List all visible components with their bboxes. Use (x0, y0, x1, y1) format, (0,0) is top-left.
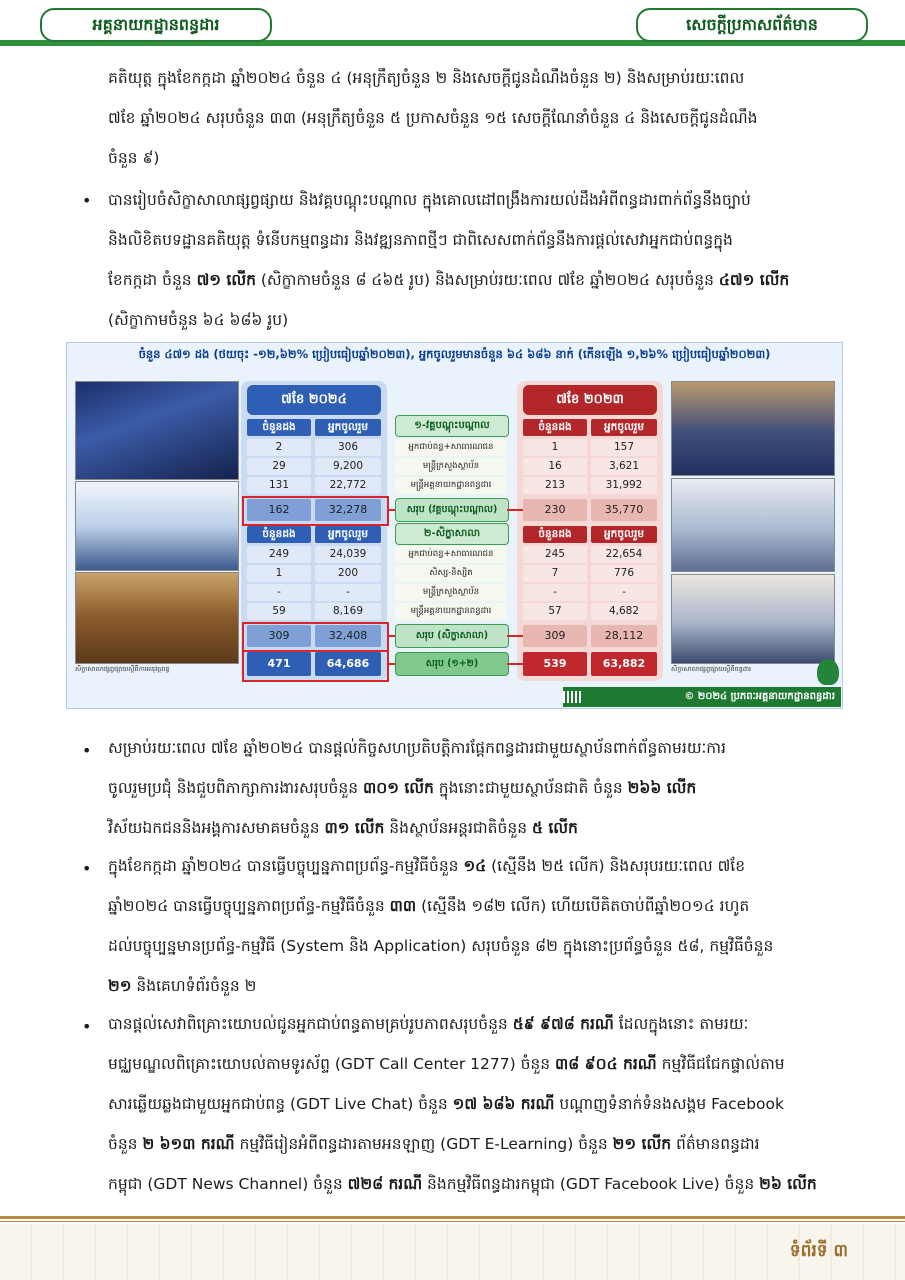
p5-bold-elearning: ២១ លើក (612, 1135, 672, 1153)
grand-total-label: សរុប (១+២) (395, 652, 509, 676)
section1-title: ១-វគ្គបណ្តុះបណ្តាល (395, 415, 509, 437)
gdt-logo-icon (817, 659, 839, 685)
p3-line3c: និងស្ថាប័នអន្តរជាតិចំនួន (384, 819, 532, 837)
p4-line4b: និងគេហទំព័រចំនួន ២ (131, 977, 257, 995)
photo-caption-right: សិក្ខាសាលាផ្សព្វផ្សាយស្តីពីពន្ធដារ (671, 665, 752, 673)
p5-bold-fblive: ២៦ លើក (759, 1175, 817, 1193)
year-2023-heading: ៧ខែ ២០២៣ (523, 385, 657, 415)
total-cell: 28,112 (591, 625, 657, 647)
p1-line1: គតិយុត្ត ក្នុងខែកក្កដា ឆ្នាំ២០២៤ ចំនួន ៤ (អនុក្រឹត្យចំនួន ២ និងសេចក្តីជូនដំណឹងចំនួន ២) និងសម្រាប់រយៈពេល (108, 69, 745, 87)
col-header-times: ចំនួនដង (523, 419, 587, 436)
table-cell: 306 (315, 439, 381, 456)
arrow-connector (387, 663, 395, 665)
table-cell: 245 (523, 546, 587, 563)
col-header-participants: អ្នកចូលរួម (315, 526, 381, 543)
p5-line3c: បណ្តាញទំនាក់ទំនងសង្គម Facebook (554, 1095, 784, 1113)
p3-line2c: ក្នុងនោះជាមួយស្ថាប័នជាតិ ចំនួន (433, 779, 628, 797)
row-label: មន្ត្រីអគ្គនាយកដ្ឋានពន្ធដារ (395, 603, 507, 620)
table-cell: 1 (523, 439, 587, 456)
p2-bold-count: ៧១ លើក (196, 271, 256, 289)
p5-bold-livechat: ១៧ ៦៨៦ ករណី (452, 1095, 555, 1113)
arrow-connector (507, 509, 523, 511)
table-cell: 57 (523, 603, 587, 620)
table-cell: 3,621 (591, 458, 657, 475)
p4-bold-apps: ២១ (108, 977, 132, 995)
p5-bold-total: ៥៩ ៩៧៨ ករណី (512, 1015, 614, 1033)
p4-bold-july: ១៤ (463, 857, 487, 875)
event-photo (671, 381, 835, 476)
paragraph-1 (108, 58, 842, 178)
total-cell: 32,278 (315, 499, 381, 521)
total-cell: 32,408 (315, 625, 381, 647)
p5-line4e: ព័ត៌មានពន្ធដារ (671, 1135, 760, 1153)
p2-line1: បានរៀបចំសិក្ខាសាលាផ្សព្វផ្សាយ និងវគ្គបណ្តុះបណ្តាល ក្នុងគោលដៅពង្រឹងការយល់ដឹងអំពីពន្ធដារពាក់ព័ន្ធនឹងច្បាប់ (108, 191, 751, 209)
p1-line3: ចំនួន ៩) (108, 149, 160, 167)
table-cell: 29 (247, 458, 311, 475)
p2-line2: និងលិខិតបទដ្ឋានគតិយុត្ត ទំនើបកម្មពន្ធដារ និងវឌ្ឍនភាពថ្មីៗ ជាពិសេសពាក់ព័ន្ធនឹងការផ្តល់សេវាអ្នកជាប់ពន្ធក្នុង (108, 231, 733, 249)
arrow-connector (387, 509, 395, 511)
col-header-participants: អ្នកចូលរួម (315, 419, 381, 436)
page-number: ទំព័រទី ៣ (789, 1241, 848, 1261)
header-left-label: អគ្គនាយកដ្ឋានពន្ធដារ (40, 8, 272, 42)
seminar-infographic (66, 342, 843, 709)
grand-total-cell: 539 (523, 652, 587, 676)
row-label: មន្ត្រីក្រសួងស្ថាប័ន (395, 458, 507, 475)
row-label: មន្ត្រីក្រសួងស្ថាប័ន (395, 584, 507, 601)
section2-title: ២-សិក្ខាសាលា (395, 523, 509, 545)
paragraph-2 (108, 180, 842, 340)
total-cell: 309 (523, 625, 587, 647)
table-cell: 213 (523, 477, 587, 494)
total-cell: 309 (247, 625, 311, 647)
table-cell: 200 (315, 565, 381, 582)
row-label: មន្ត្រីអគ្គនាយកដ្ឋានពន្ធដារ (395, 477, 507, 494)
table-cell: - (315, 584, 381, 601)
paragraph-4 (108, 846, 842, 1006)
section2-total-label: សរុប (សិក្ខាសាលា) (395, 624, 509, 648)
p2-line3c: (សិក្ខាកាមចំនួន ៨ ៤៦៥ រូប) និងសម្រាប់រយៈពេល ៧ខែ ឆ្នាំ២០២៤ សរុបចំនួន (255, 271, 719, 289)
total-cell: 35,770 (591, 499, 657, 521)
row-label: អ្នកជាប់ពន្ធ+សាធារណជន (395, 546, 507, 563)
p3-line2a: ចូលរួមប្រជុំ និងជួបពិភាក្សាការងារសរុបចំនួន (108, 779, 363, 797)
p5-bold-callcenter: ៣៨ ៩០៤ ករណី (555, 1055, 657, 1073)
total-cell: 162 (247, 499, 311, 521)
header-right-label: សេចក្តីប្រកាសព័ត៌មាន (636, 8, 868, 42)
table-cell: 8,169 (315, 603, 381, 620)
p4-line2c: (ស្មើនឹង ១៨២ លើក) ហើយបើគិតចាប់ពីឆ្នាំ២០១៤ រហូត (416, 897, 750, 915)
bullet-icon (82, 1022, 92, 1032)
p2-bold-total: ៤៧១ លើក (718, 271, 790, 289)
p2-line4: (សិក្ខាកាមចំនួន ៦៤ ៦៨៦ រូប) (108, 311, 289, 329)
table-cell: 7 (523, 565, 587, 582)
col-header-participants: អ្នកចូលរួម (591, 526, 657, 543)
p4-line3: ដល់បច្ចុប្បន្នមានប្រព័ន្ធ-កម្មវិធី (System និង Application) សរុបចំនួន ៨២ ក្នុងនោះប្រព័ន្ធចំនួន ៥៨, កម្មវិធីចំនួន (108, 937, 774, 955)
bullet-icon (82, 196, 92, 206)
p4-line1c: (ស្មើនឹង ២៥ លើក) និងសរុបរយៈពេល ៧ខែ (486, 857, 746, 875)
p5-bold-facebook: ២ ៦១៣ ករណី (142, 1135, 235, 1153)
event-photo (75, 481, 239, 571)
row-label: សិស្ស-និស្សិត (395, 565, 507, 582)
bullet-icon (82, 864, 92, 874)
table-cell: - (247, 584, 311, 601)
table-cell: 9,200 (315, 458, 381, 475)
footer-rule (0, 1216, 905, 1219)
arrow-connector (507, 635, 523, 637)
table-cell: 776 (591, 565, 657, 582)
row-label: អ្នកជាប់ពន្ធ+សាធារណជន (395, 439, 507, 456)
year-2024-heading: ៧ខែ ២០២៤ (247, 385, 381, 415)
table-cell: 59 (247, 603, 311, 620)
p5-line5c: និងកម្មវិធីពន្ធដារកម្ពុជា (GDT Facebook Live) ចំនួន (422, 1175, 760, 1193)
table-cell: 1 (247, 565, 311, 582)
p3-bold-international: ៥ លើក (531, 819, 578, 837)
p5-line3a: សារឆ្លើយឆ្លងជាមួយអ្នកជាប់ពន្ធ (GDT Live Chat) ចំនួន (108, 1095, 453, 1113)
p2-line3a: ខែកក្កដា ចំនួន (108, 271, 197, 289)
photo-caption-left: សិក្ខាសាលាផ្សព្វផ្សាយស្តីពីការអនុវត្តពន្ធ (75, 665, 170, 673)
p5-bold-news: ៧២៨ ករណី (347, 1175, 423, 1193)
table-cell: 2 (247, 439, 311, 456)
col-header-participants: អ្នកចូលរួម (591, 419, 657, 436)
col-header-times: ចំនួនដង (247, 419, 311, 436)
table-cell: 157 (591, 439, 657, 456)
p5-line4c: កម្មវិធីរៀនអំពីពន្ធដារតាមអនឡាញ (GDT E-Learning) ចំនួន (234, 1135, 613, 1153)
infographic-footer: © ២០២៤ ប្រភពៈអគ្គនាយកដ្ឋានពន្ធដារ (563, 687, 841, 707)
p5-line1c: ដែលក្នុងនោះ តាមរយៈ (613, 1015, 749, 1033)
footer-rule-thin (0, 1221, 905, 1222)
grand-total-cell: 471 (247, 652, 311, 676)
table-cell: 131 (247, 477, 311, 494)
event-photo (671, 574, 835, 664)
table-cell: 24,039 (315, 546, 381, 563)
event-photo (75, 572, 239, 664)
grand-total-cell: 63,882 (591, 652, 657, 676)
paragraph-3 (108, 728, 842, 848)
event-photo (671, 478, 835, 572)
p5-line4a: ចំនួន (108, 1135, 143, 1153)
table-cell: - (523, 584, 587, 601)
bullet-icon (82, 746, 92, 756)
table-cell: 22,772 (315, 477, 381, 494)
arrow-connector (387, 635, 395, 637)
p3-line3a: វិស័យឯកជននិងអង្គការសមាគមចំនួន (108, 819, 325, 837)
p5-line1a: បានផ្តល់សេវាពិគ្រោះយោបល់ជូនអ្នកជាប់ពន្ធតាមគ្រប់រូបភាពសរុបចំនួន (108, 1015, 513, 1033)
table-cell: 31,992 (591, 477, 657, 494)
p1-line2: ៧ខែ ឆ្នាំ២០២៤ សរុបចំនួន ៣៣ (អនុក្រឹត្យចំនួន ៥ ប្រកាសចំនួន ១៥ សេចក្តីណែនាំចំនួន ៤ និងសេចក្តីជូនដំណឹង (108, 109, 758, 127)
table-cell: 4,682 (591, 603, 657, 620)
grand-total-cell: 64,686 (315, 652, 381, 676)
table-cell: 16 (523, 458, 587, 475)
table-cell: 249 (247, 546, 311, 563)
event-photo (75, 381, 239, 480)
p3-bold-total: ៣០១ លើក (363, 779, 434, 797)
table-cell: 22,654 (591, 546, 657, 563)
p5-line5a: កម្ពុជា (GDT News Channel) ចំនួន (108, 1175, 348, 1193)
p3-line1: សម្រាប់រយៈពេល ៧ខែ ឆ្នាំ២០២៤ បានផ្តល់កិច្ចសហប្រតិបត្តិការផ្តែកពន្ធដារជាមួយស្ថាប័នពាក់ព័ន្ធតាមរយៈការ (108, 739, 726, 757)
paragraph-5 (108, 1004, 842, 1204)
total-cell: 230 (523, 499, 587, 521)
col-header-times: ចំនួនដង (523, 526, 587, 543)
p3-bold-private: ៣១ លើក (324, 819, 385, 837)
p5-line2a: មជ្ឈមណ្ឌលពិគ្រោះយោបល់តាមទូរស័ព្ទ (GDT Call Center 1277) ចំនួន (108, 1055, 556, 1073)
table-cell: - (591, 584, 657, 601)
p4-line1a: ក្នុងខែកក្កដា ឆ្នាំ២០២៤ បានធ្វើបច្ចុប្បន្នភាពប្រព័ន្ធ-កម្មវិធីចំនួន (108, 857, 464, 875)
arrow-connector (507, 663, 523, 665)
p4-bold-7months: ៣៣ (389, 897, 417, 915)
p5-line2c: កម្មវិធីជជែកផ្ទាល់តាម (656, 1055, 785, 1073)
col-header-times: ចំនួនដង (247, 526, 311, 543)
stripes-decoration (563, 691, 583, 703)
infographic-caption: ចំនួន ៤៧១ ដង (ថយចុះ -១២,៦២% ប្រៀបធៀបឆ្នាំ២០២៣), អ្នកចូលរួមមានចំនួន ៦៤ ៦៨៦ នាក់ (កើនឡើង ១,២៦% ប្រៀបធៀបឆ្នាំ២០២៣) (138, 347, 771, 361)
p3-bold-national: ២៦៦ លើក (627, 779, 697, 797)
p4-line2a: ឆ្នាំ២០២៤ បានធ្វើបច្ចុប្បន្នភាពប្រព័ន្ធ-កម្មវិធីចំនួន (108, 897, 390, 915)
section1-total-label: សរុប (វគ្គបណ្តុះបណ្តាល) (395, 498, 509, 522)
